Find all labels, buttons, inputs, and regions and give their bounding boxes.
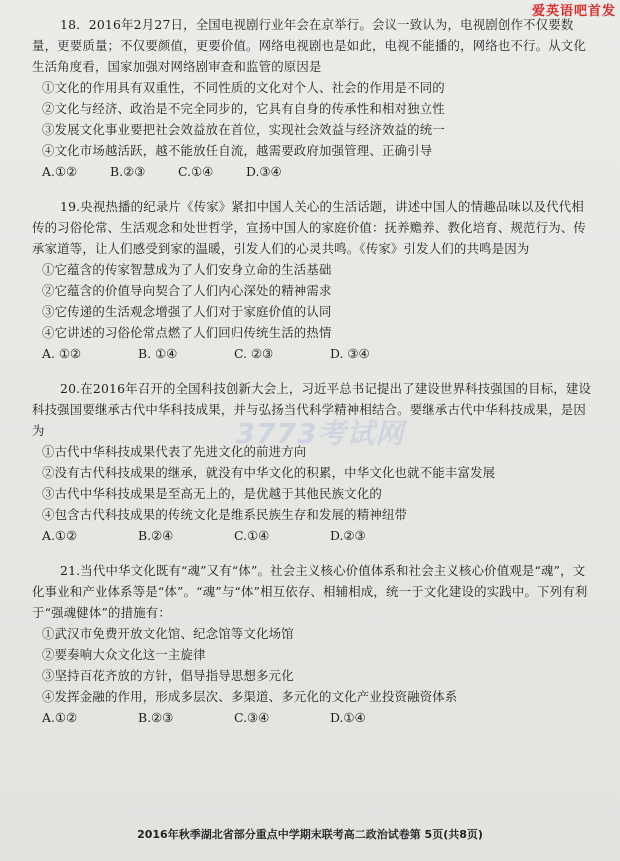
choice-a: A.①② bbox=[42, 164, 78, 179]
option-item: ①文化的作用具有双重性，不同性质的文化对个人、社会的作用是不同的 bbox=[42, 80, 445, 95]
choice-c: C. ②③ bbox=[234, 346, 274, 361]
choice-d: D.②③ bbox=[330, 528, 366, 543]
option-item: ②文化与经济、政治是不完全同步的，它具有自身的传承性和相对独立性 bbox=[42, 101, 445, 116]
question-21 bbox=[32, 560, 592, 728]
option-item: ②没有古代科技成果的继承，就没有中华文化的积累，中华文化也就不能丰富发展 bbox=[42, 465, 496, 480]
option-item: ④它讲述的习俗伦常点燃了人们回归传统生活的热情 bbox=[42, 325, 332, 340]
choice-d: D. ③④ bbox=[330, 346, 370, 361]
answer-choices bbox=[42, 707, 592, 728]
option-item: ②要奏响大众文化这一主旋律 bbox=[42, 647, 206, 662]
choice-a: A. ①② bbox=[42, 346, 82, 361]
option-item: ③发展文化事业要把社会效益放在首位，实现社会效益与经济效益的统一 bbox=[42, 122, 445, 137]
choice-a: A.①② bbox=[42, 528, 78, 543]
questions-container bbox=[32, 14, 592, 742]
question-stem: 18．2016年2月27日，全国电视剧行业年会在京举行。会议一致认为，电视剧创作不仅要数量，更要质量；不仅要颜值，更要价值。网络电视剧也是如此，电视不能播的，网络也不行。从文化生活角度看，国家加强对网络剧审查和监管的原因是 bbox=[32, 17, 586, 74]
option-item: ④包含古代科技成果的传统文化是维系民族生存和发展的精神纽带 bbox=[42, 507, 408, 522]
choice-c: C.③④ bbox=[234, 710, 270, 725]
choice-a: A.①② bbox=[42, 710, 78, 725]
option-item: ①武汉市免费开放文化馆、纪念馆等文化场馆 bbox=[42, 626, 294, 641]
choice-c: C.①④ bbox=[178, 164, 214, 179]
question-stem: 21.当代中华文化既有“魂”又有“体”。社会主义核心价值体系和社会主义核心价值观是“魂”，文化事业和产业体系等是“体”。“魂”与“体”相互依存、相辅相成，统一于文化建设的实践中。下列有利于“强魂健体”的措施有： bbox=[32, 563, 588, 620]
question-18 bbox=[32, 14, 592, 182]
option-item: ④发挥金融的作用，形成多层次、多渠道、多元化的文化产业投资融资体系 bbox=[42, 689, 458, 704]
question-stem: 19.央视热播的纪录片《传家》紧扣中国人关心的生活话题，讲述中国人的情趣品味以及代代相传的习俗伦常、生活观念和处世哲学，宣扬中国人的家庭价值：抚养赡养、教化培育、规范行为、传承家道等，让人们感受到家的温暖，引发人们的心灵共鸣。《传家》引发人们的共鸣是因为 bbox=[32, 199, 586, 256]
question-20 bbox=[32, 378, 592, 546]
option-item: ③坚持百花齐放的方针，倡导指导思想多元化 bbox=[42, 668, 294, 683]
choice-d: D.③④ bbox=[246, 164, 282, 179]
answer-choices bbox=[42, 161, 592, 182]
choice-b: B. ①④ bbox=[138, 346, 178, 361]
choice-d: D.①④ bbox=[330, 710, 366, 725]
option-item: ③古代中华科技成果是至高无上的，是优越于其他民族文化的 bbox=[42, 486, 382, 501]
corner-stamp: 爱英语吧首发 bbox=[531, 4, 616, 19]
option-item: ④文化市场越活跃，越不能放任自流，越需要政府加强管理、正确引导 bbox=[42, 143, 433, 158]
question-19 bbox=[32, 196, 592, 364]
answer-choices bbox=[42, 343, 592, 364]
watermark: 3773考试网 bbox=[235, 417, 405, 450]
page-footer: 2016年秋季湖北省部分重点中学期末联考高二政治试卷第 5页(共8页) bbox=[137, 828, 483, 841]
choice-b: B.②③ bbox=[138, 710, 174, 725]
choice-b: B.②④ bbox=[138, 528, 174, 543]
question-stem: 20.在2016年召开的全国科技创新大会上，习近平总书记提出了建设世界科技强国的目标，建设科技强国要继承古代中华科技成果，并与弘扬当代科学精神相结合。要继承古代中华科技成果，是因为 bbox=[32, 381, 592, 438]
option-item: ①它蕴含的传家智慧成为了人们安身立命的生活基础 bbox=[42, 262, 332, 277]
choice-b: B.②③ bbox=[110, 164, 146, 179]
option-item: ②它蕴含的价值导向契合了人们内心深处的精神需求 bbox=[42, 283, 332, 298]
option-item: ③它传递的生活观念增强了人们对于家庭价值的认同 bbox=[42, 304, 332, 319]
option-item: ①古代中华科技成果代表了先进文化的前进方向 bbox=[42, 444, 307, 459]
choice-c: C.①④ bbox=[234, 528, 270, 543]
answer-choices bbox=[42, 525, 592, 546]
